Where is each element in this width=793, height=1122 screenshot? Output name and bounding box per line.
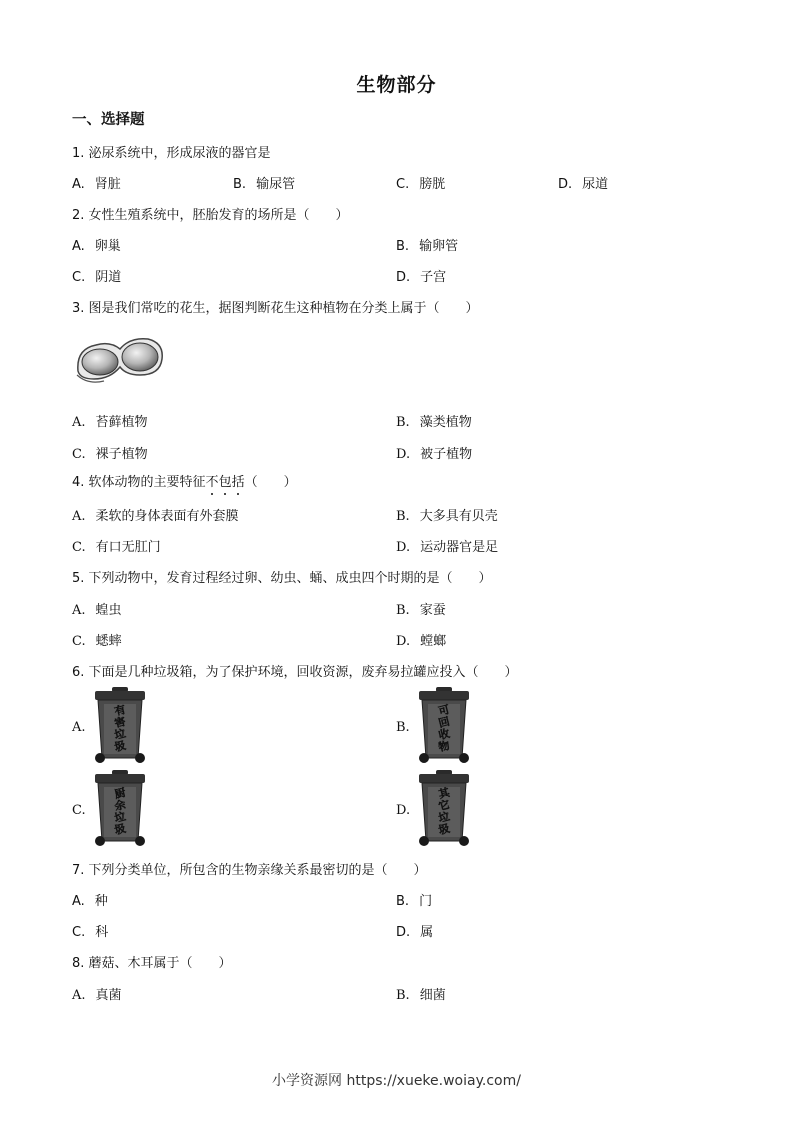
q4-option-a[interactable] — [72, 505, 239, 524]
bin-lid — [95, 691, 145, 700]
option-label: B. — [396, 988, 410, 1003]
bin-wheel — [95, 753, 105, 763]
option-label: B. — [396, 603, 410, 618]
option-label: C. — [72, 925, 86, 940]
q5-option-d[interactable] — [396, 630, 446, 649]
q2-option-c[interactable] — [72, 266, 121, 285]
bin-lid — [419, 774, 469, 783]
trash-bin-icon[interactable] — [414, 686, 474, 766]
q1-option-b[interactable] — [233, 173, 295, 192]
option-label: D. — [396, 540, 411, 555]
option-label: C. — [72, 634, 86, 649]
q4-option-c[interactable] — [72, 536, 161, 555]
q8-option-a[interactable] — [72, 984, 122, 1003]
bin-label-char: 收 — [437, 726, 452, 743]
bin-wheel — [135, 753, 145, 763]
option-text: 螳螂 — [420, 634, 447, 649]
option-label: B. — [396, 894, 410, 909]
option-text: 科 — [95, 925, 109, 940]
q8-option-b[interactable] — [396, 984, 446, 1003]
bin-label-char: 害 — [113, 714, 128, 731]
option-label: B. — [396, 509, 410, 524]
bin-wheel — [419, 753, 429, 763]
option-text: 有口无肛门 — [95, 540, 161, 555]
footer-watermark[interactable]: 小学资源网 https://xueke.woiay.com/ — [272, 1073, 521, 1089]
option-label: D. — [396, 634, 411, 649]
q5-option-c[interactable] — [72, 630, 122, 649]
bin-label-char: 厨 — [113, 785, 128, 802]
option-label: A. — [72, 509, 86, 524]
question-6: 6. 下面是几种垃圾箱，为了保护环境，回收资源，废弃易拉罐应投入（ ） — [72, 665, 518, 680]
bin-label-char: 余 — [113, 797, 128, 814]
bin-label-char: 它 — [437, 797, 452, 814]
q4-option-b[interactable] — [396, 505, 498, 524]
bin-lid — [95, 774, 145, 783]
bin-label-char: 圾 — [113, 738, 128, 755]
option-label: D. — [396, 447, 411, 462]
q4-option-d[interactable] — [396, 536, 498, 555]
question-8: 8. 蘑菇、木耳属于（ ） — [72, 956, 232, 971]
option-label: A. — [72, 988, 86, 1003]
q6-option-b-label[interactable]: B. — [396, 720, 410, 735]
option-text: 被子植物 — [420, 447, 473, 462]
bin-label-char: 有 — [113, 702, 128, 719]
question-7: 7. 下列分类单位，所包含的生物亲缘关系最密切的是（ ） — [72, 863, 427, 878]
option-label: C. — [396, 177, 410, 192]
option-text: 蟋蟀 — [95, 634, 122, 649]
q1-option-a[interactable] — [72, 173, 121, 192]
q7-option-a[interactable] — [72, 890, 108, 909]
bin-label-char: 圾 — [113, 821, 128, 838]
option-text: 苔藓植物 — [95, 415, 148, 430]
bin-label-char: 物 — [437, 738, 452, 755]
bin-label-char: 垃 — [113, 726, 128, 743]
q7-option-c[interactable] — [72, 921, 108, 940]
option-label: C. — [72, 447, 86, 462]
trash-bin-icon[interactable] — [90, 686, 150, 766]
option-text: 膀胱 — [419, 177, 446, 192]
peanut-image — [74, 331, 166, 387]
q2-option-a[interactable] — [72, 235, 121, 254]
q5-option-a[interactable] — [72, 599, 122, 618]
option-text: 属 — [420, 925, 434, 940]
option-text: 细菌 — [419, 988, 446, 1003]
option-text: 尿道 — [582, 177, 609, 192]
option-label: B. — [396, 415, 410, 430]
q7-option-b[interactable] — [396, 890, 432, 909]
emphasis-text — [206, 475, 245, 490]
bin-label-char: 可 — [437, 702, 452, 719]
option-text: 蝗虫 — [95, 603, 122, 618]
question-4 — [72, 471, 297, 490]
option-text: 输尿管 — [256, 177, 296, 192]
bin-wheel — [459, 836, 469, 846]
q2-option-b[interactable] — [396, 235, 458, 254]
bin-label-char: 垃 — [113, 809, 128, 826]
option-text: 种 — [94, 894, 108, 909]
option-text: 肾脏 — [94, 177, 121, 192]
q6-option-c-label[interactable]: C. — [72, 803, 86, 818]
bin-wheel — [95, 836, 105, 846]
option-text: 藻类植物 — [419, 415, 472, 430]
q7-option-d[interactable] — [396, 921, 433, 940]
emphasis-char: 括 — [231, 475, 245, 490]
q3-option-c[interactable] — [72, 443, 148, 462]
emphasis-char: 包 — [218, 475, 232, 490]
q2-option-d[interactable] — [396, 266, 446, 285]
bin-lid — [419, 691, 469, 700]
section-heading: 一、选择题 — [72, 112, 145, 128]
question-4-tail: （ ） — [244, 475, 297, 490]
page-title: 生物部分 — [356, 74, 437, 96]
option-label: A. — [72, 894, 85, 909]
bin-label-char: 回 — [437, 714, 452, 731]
question-4-text: 4. 软体动物的主要特征 — [72, 475, 206, 490]
option-text: 门 — [419, 894, 433, 909]
option-text: 裸子植物 — [95, 447, 148, 462]
bin-wheel — [459, 753, 469, 763]
question-1: 1. 泌尿系统中，形成尿液的器官是 — [72, 146, 271, 161]
q5-option-b[interactable] — [396, 599, 446, 618]
option-text: 家蚕 — [419, 603, 446, 618]
option-text: 真菌 — [95, 988, 122, 1003]
q3-option-b[interactable] — [396, 411, 472, 430]
option-text: 柔软的身体表面有外套膜 — [95, 509, 239, 524]
bin-wheel — [419, 836, 429, 846]
option-label: D. — [396, 270, 411, 285]
q3-option-a[interactable] — [72, 411, 148, 430]
option-text: 大多具有贝壳 — [419, 509, 498, 524]
option-label: B. — [233, 177, 247, 192]
question-2: 2. 女性生殖系统中，胚胎发育的场所是（ ） — [72, 208, 349, 223]
option-label: B. — [396, 239, 410, 254]
trash-bin-icon[interactable] — [90, 769, 150, 849]
option-label: A. — [72, 177, 85, 192]
option-text: 子宫 — [420, 270, 447, 285]
option-label: D. — [396, 925, 411, 940]
option-label: A. — [72, 603, 86, 618]
bin-label-char: 圾 — [437, 821, 452, 838]
option-label: C. — [72, 270, 86, 285]
option-label: A. — [72, 415, 86, 430]
question-3: 3. 图是我们常吃的花生，据图判断花生这种植物在分类上属于（ ） — [72, 301, 479, 316]
option-text: 阴道 — [95, 270, 122, 285]
q1-option-c[interactable] — [396, 173, 445, 192]
q6-option-d-label[interactable]: D. — [396, 803, 411, 818]
question-5: 5. 下列动物中，发育过程经过卵、幼虫、蛹、成虫四个时期的是（ ） — [72, 571, 492, 586]
q6-option-a-label[interactable]: A. — [72, 720, 86, 735]
option-text: 运动器官是足 — [420, 540, 499, 555]
bin-wheel — [135, 836, 145, 846]
q1-option-d[interactable] — [558, 173, 608, 192]
option-text: 卵巢 — [94, 239, 121, 254]
trash-bin-icon[interactable] — [414, 769, 474, 849]
emphasis-char: 不 — [205, 475, 219, 490]
option-label: A. — [72, 239, 85, 254]
bin-label-char: 其 — [437, 785, 452, 802]
option-text: 输卵管 — [419, 239, 459, 254]
q3-option-d[interactable] — [396, 443, 472, 462]
option-label: D. — [558, 177, 573, 192]
option-label: C. — [72, 540, 86, 555]
bin-label-char: 垃 — [437, 809, 452, 826]
